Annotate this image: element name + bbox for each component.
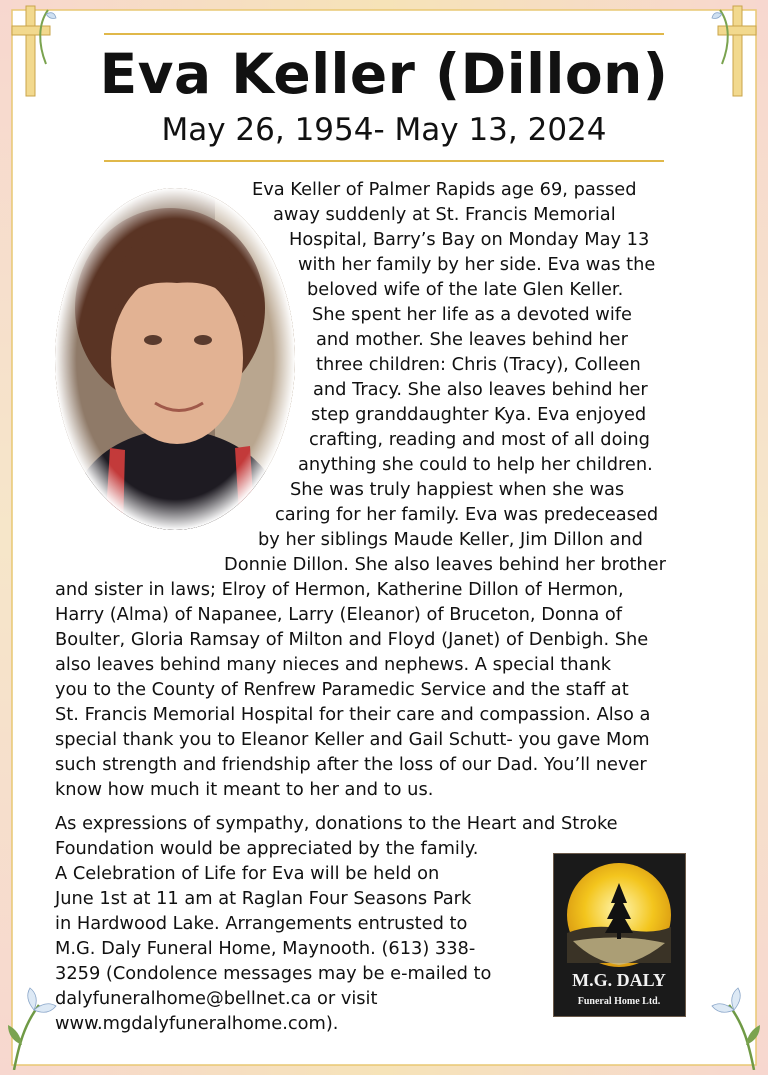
closing-line: in Hardwood Lake. Arrangements entrusted to (55, 913, 468, 934)
funeral-home-logo (553, 853, 686, 1017)
closing-line: dalyfuneralhome@bellnet.ca or visit (55, 988, 378, 1009)
obituary-line: Hospital, Barry’s Bay on Monday May 13 (289, 229, 650, 250)
obituary-line: and mother. She leaves behind her (316, 329, 628, 350)
closing-line: Foundation would be appreciated by the family. (55, 838, 479, 859)
obituary-line: and sister in laws; Elroy of Hermon, Katherine Dillon of Hermon, (55, 579, 624, 600)
obituary-line: with her family by her side. Eva was the (298, 254, 656, 275)
obituary-line: you to the County of Renfrew Paramedic Service and the staff at (55, 679, 629, 700)
closing-line: June 1st at 11 am at Raglan Four Seasons Park (55, 888, 472, 909)
closing-line: As expressions of sympathy, donations to the Heart and Stroke (55, 813, 618, 834)
closing-line: 3259 (Condolence messages may be e-mailed to (55, 963, 492, 984)
page-title: Eva Keller (Dillon) (99, 42, 669, 106)
portrait-photo (55, 188, 295, 530)
obituary-line: beloved wife of the late Glen Keller. (307, 279, 624, 300)
closing-line: www.mgdalyfuneralhome.com). (55, 1013, 339, 1034)
life-dates: May 26, 1954- May 13, 2024 (161, 112, 607, 148)
obituary-line: Boulter, Gloria Ramsay of Milton and Floyd (Janet) of Denbigh. She (55, 629, 649, 650)
obituary-line: She was truly happiest when she was (290, 479, 625, 500)
obituary-line: Eva Keller of Palmer Rapids age 69, passed (252, 179, 637, 200)
obituary-line: special thank you to Eleanor Keller and Gail Schutt- you gave Mom (55, 729, 650, 750)
divider-top (104, 33, 664, 35)
obituary-line: St. Francis Memorial Hospital for their care and compassion. Also a (55, 704, 651, 725)
obituary-line: also leaves behind many nieces and nephews. A special thank (55, 654, 612, 675)
obituary-line: away suddenly at St. Francis Memorial (273, 204, 616, 225)
closing-line: A Celebration of Life for Eva will be held on (55, 863, 440, 884)
closing-line: M.G. Daly Funeral Home, Maynooth. (613) 338- (55, 938, 476, 959)
obituary-line: such strength and friendship after the loss of our Dad. You’ll never (55, 754, 647, 775)
logo-subtitle: Funeral Home Ltd. (577, 996, 661, 1007)
obituary-line: caring for her family. Eva was predeceased (275, 504, 659, 525)
obituary-line: anything she could to help her children. (298, 454, 653, 475)
obituary-line: know how much it meant to her and to us. (55, 779, 434, 800)
obituary-line: She spent her life as a devoted wife (312, 304, 632, 325)
obituary-line: Donnie Dillon. She also leaves behind her brother (224, 554, 666, 575)
divider-bottom (104, 160, 664, 162)
obituary-line: step granddaughter Kya. Eva enjoyed (311, 404, 647, 425)
logo-name: M.G. DALY (572, 970, 666, 990)
obituary-line: Harry (Alma) of Napanee, Larry (Eleanor) of Bruceton, Donna of (55, 604, 623, 625)
lily-icon (709, 975, 764, 1070)
obituary-line: three children: Chris (Tracy), Colleen (316, 354, 641, 375)
obituary-line: and Tracy. She also leaves behind her (313, 379, 648, 400)
obituary-line: crafting, reading and most of all doing (309, 429, 650, 450)
lily-icon (4, 975, 59, 1070)
obituary-line: by her siblings Maude Keller, Jim Dillon and (258, 529, 643, 550)
